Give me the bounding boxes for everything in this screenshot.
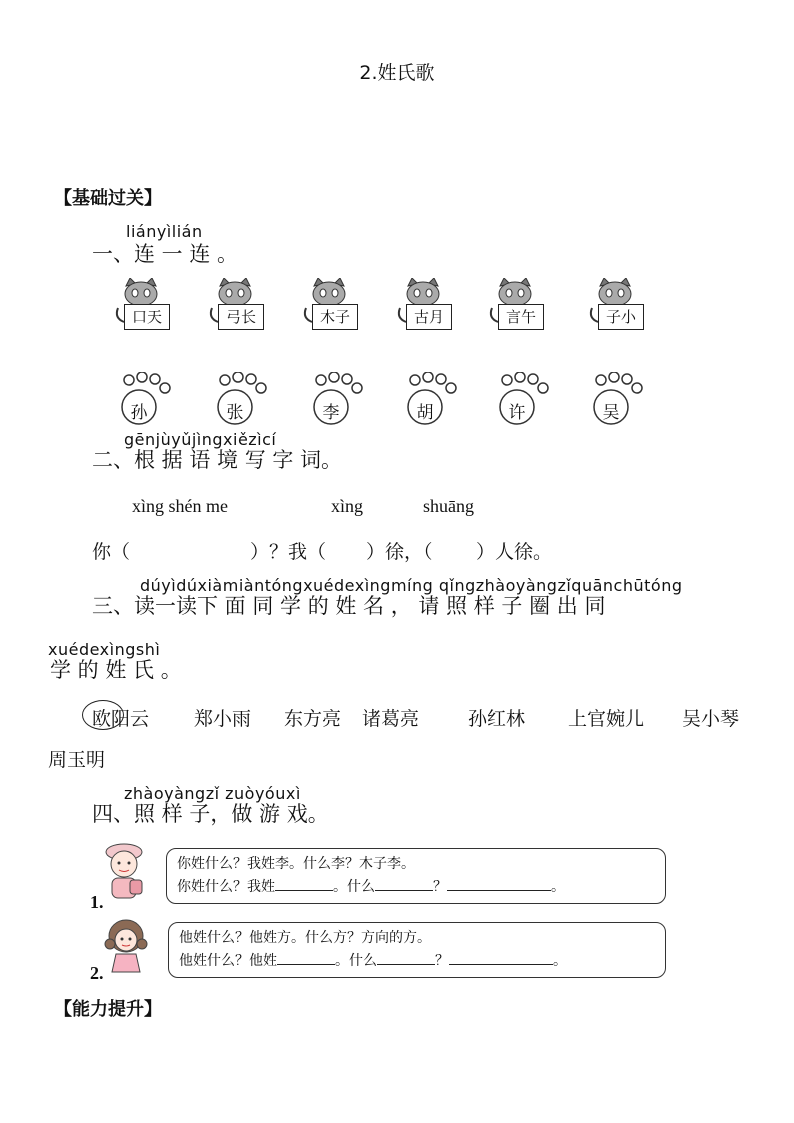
name-item[interactable]: 吴小琴 xyxy=(682,708,740,730)
q1-title: 一、连 一 连 。 xyxy=(92,242,239,266)
cat-card-label: 古月 xyxy=(406,304,452,330)
paw-label: 胡 xyxy=(416,403,434,423)
q2-sentence-part-2: ）？我（ xyxy=(250,541,327,563)
answer-blank[interactable] xyxy=(447,876,551,891)
q2-sentence-part-4: ）人徐。 xyxy=(476,541,553,563)
q2-blank-1[interactable] xyxy=(128,540,246,562)
name-item[interactable]: 诸葛亮 xyxy=(362,708,420,730)
answer-blank[interactable] xyxy=(277,950,335,965)
name-item[interactable]: 上官婉儿 xyxy=(568,708,645,730)
cat-card-3[interactable] xyxy=(300,278,360,338)
cat-card-1[interactable] xyxy=(112,278,172,338)
q4-number-2: 2. xyxy=(90,963,104,983)
cat-card-label: 口天 xyxy=(124,304,170,330)
paw-3[interactable] xyxy=(312,372,372,432)
q3-pinyin-line2: xuédexìngshì xyxy=(48,640,161,659)
boy-illustration-icon xyxy=(100,842,150,900)
name-item[interactable]: 东方亮 xyxy=(284,708,342,730)
q1-pinyin: liányìlián xyxy=(126,222,203,241)
name-item[interactable]: 周玉明 xyxy=(48,749,106,771)
q2-title: 二、根 据 语 境 写 字 词。 xyxy=(92,448,343,472)
speech-bubble-1 xyxy=(166,848,666,904)
q2-pinyin-blank-2: xìng xyxy=(331,496,364,516)
bubble2-line1: 他姓什么？他姓方。什么方？方向的方。 xyxy=(179,930,431,946)
cat-card-label: 弓长 xyxy=(218,304,264,330)
paw-label: 张 xyxy=(226,403,244,423)
bubble1-text-b: 。什么 xyxy=(333,879,375,895)
name-item[interactable]: 孙红林 xyxy=(468,708,526,730)
paw-5[interactable] xyxy=(498,372,558,432)
bubble1-line1: 你姓什么？我姓李。什么李？木子李。 xyxy=(177,856,415,872)
bubble2-text-c: ？ xyxy=(435,953,449,969)
page-title: 2.姓氏歌 xyxy=(359,62,435,84)
answer-blank[interactable] xyxy=(449,950,553,965)
cat-card-4[interactable] xyxy=(394,278,454,338)
answer-blank[interactable] xyxy=(275,876,333,891)
q4-number-1: 1. xyxy=(90,892,104,912)
girl-illustration-icon xyxy=(102,918,150,974)
paw-label: 李 xyxy=(322,403,340,423)
section-heading-basic: 【基础过关】 xyxy=(54,188,162,209)
cat-card-2[interactable] xyxy=(206,278,266,338)
paw-label: 许 xyxy=(508,403,526,423)
bubble2-line2 xyxy=(179,950,655,973)
bubble1-line2 xyxy=(177,876,655,899)
cat-card-label: 子小 xyxy=(598,304,644,330)
bubble1-text-a: 你姓什么？我姓 xyxy=(177,879,275,895)
speech-bubble-2 xyxy=(168,922,666,978)
q2-blank-3[interactable] xyxy=(444,540,474,562)
bubble1-text-c: ？ xyxy=(433,879,447,895)
bubble2-text-b: 。什么 xyxy=(335,953,377,969)
bubble2-text-d: 。 xyxy=(553,953,567,969)
q3-pinyin: dúyìdúxiàmiàntóngxuédexìngmíng qǐngzhàoyàngzǐquānchūtóng xyxy=(140,576,683,595)
q2-sentence-part-3: ）徐，（ xyxy=(366,541,433,563)
paw-label: 吴 xyxy=(602,403,620,423)
name-item[interactable]: 郑小雨 xyxy=(194,708,252,730)
bubble2-text-a: 他姓什么？他姓 xyxy=(179,953,277,969)
cat-card-label: 言午 xyxy=(498,304,544,330)
paw-label: 孙 xyxy=(130,403,148,423)
q2-pinyin: gēnjùyǔjìngxiězìcí xyxy=(124,430,277,449)
cat-card-label: 木子 xyxy=(312,304,358,330)
answer-blank[interactable] xyxy=(375,876,433,891)
name-item[interactable]: 欧阳云 xyxy=(92,708,150,730)
paw-2[interactable] xyxy=(216,372,276,432)
cat-card-5[interactable] xyxy=(486,278,546,338)
q3-title-line2: 学 的 姓 氏 。 xyxy=(50,658,182,682)
paw-1[interactable] xyxy=(120,372,180,432)
q4-title: 四、照 样 子，做 游 戏。 xyxy=(92,802,329,826)
q3-title: 三、读一读下 面 同 学 的 姓 名 ， 请 照 样 子 圈 出 同 xyxy=(92,594,606,618)
cat-card-6[interactable] xyxy=(586,278,646,338)
answer-blank[interactable] xyxy=(377,950,435,965)
q2-sentence-part-1: 你（ xyxy=(92,541,131,563)
section-heading-advanced: 【能力提升】 xyxy=(54,999,162,1020)
q2-pinyin-blank-1: xìng shén me xyxy=(132,496,228,516)
q2-pinyin-blank-3: shuāng xyxy=(423,496,474,516)
paw-4[interactable] xyxy=(406,372,466,432)
paw-6[interactable] xyxy=(592,372,652,432)
q4-pinyin: zhàoyàngzǐ zuòyóuxì xyxy=(124,784,301,803)
q2-blank-2[interactable] xyxy=(326,540,364,562)
bubble1-text-d: 。 xyxy=(551,879,565,895)
